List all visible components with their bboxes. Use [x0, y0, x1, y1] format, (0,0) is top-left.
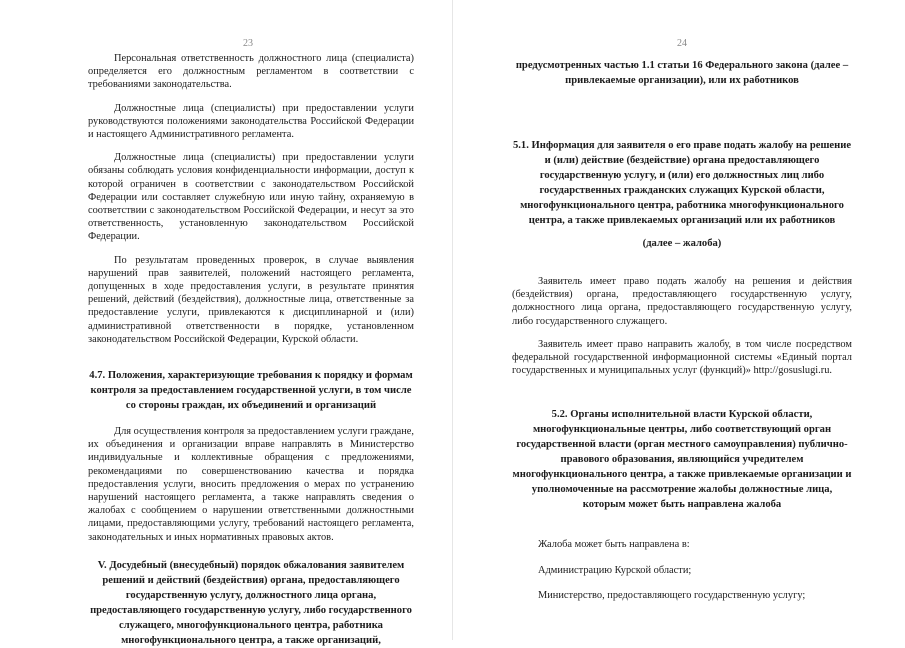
paragraph: Министерство, предоставляющего государственную услугу; — [538, 589, 806, 601]
right-page-content — [512, 58, 852, 602]
paragraph: Должностные лица (специалисты) при предоставлении услуги обязаны соблюдать условия конфиденциальности информации, доступ к которой ограничен в соответствии с законодательством Российской Федерации или составляет служебную или иную тайну, охраняемую в соответствии с законодательством Российской Федерации, и несут за это ответственность, установленную законодательством Российской Федерации. — [88, 152, 414, 243]
paragraph: Администрацию Курской области; — [538, 564, 692, 576]
section-heading-4-7: 4.7. Положения, характеризующие требования к порядку и формам контроля за предоставлением государственной услуги, в том числе со стороны граждан, их объединений и организаций — [89, 370, 413, 412]
page-number: 24 — [677, 38, 687, 49]
section-heading-5-1-note: (далее – жалоба) — [642, 238, 722, 249]
left-page-content — [88, 52, 414, 648]
paragraph: Должностные лица (специалисты) при предоставлении услуги руководствуются положениями законодательства Российской Федерации и настоящего Административного регламента. — [88, 102, 414, 141]
paragraph: Для осуществления контроля за предоставлением услуги граждане, их объединения и организации вправе направлять в Министерство индивидуальные и коллективные обращения с предложениями, рекомендациями по совершенствованию качества и порядка предоставления услуги, вносить предложения о мерах по устранению нарушений настоящего регламента, а также направлять сведения о жалобах с сообщением о нарушении ответственными должностными лицами, предоставляющими услугу, требований настоящего регламента, законодательных и иных нормативных правовых актов. — [88, 426, 414, 543]
paragraph: Жалоба может быть направлена в: — [538, 539, 690, 551]
heading-continuation: предусмотренных частью 1.1 статьи 16 Федерального закона (далее – привлекаемые организации), или их работников — [515, 60, 849, 86]
chapter-heading-v: V. Досудебный (внесудебный) порядок обжалования заявителем решений и действий (бездействия) органа, предоставляющего государственную услугу, должностного лица органа, предоставляющего государственную услугу, либо государственного служащего, многофункционального центра, работника многофункционального центра, а также организаций, — [90, 559, 412, 646]
paragraph: Заявитель имеет право подать жалобу на решения и действия (бездействия) органа, предоставляющего государственную услугу, должностного лица органа, предоставляющего государственную услугу, либо государственного служащего. — [512, 276, 852, 327]
paragraph: Персональная ответственность должностного лица (специалиста) определяется его должностным регламентом в соответствии с требованиями законодательства. — [88, 53, 414, 91]
page-number: 23 — [243, 38, 253, 49]
section-heading-5-2: 5.2. Органы исполнительной власти Курской области, многофункциональные центры, либо соответствующий орган государственной власти (орган местного самоуправления) публично-правового образования, являющийся учредителем многофункционального центра, а также привлекаемые организации и уполномоченные на рассмотрение жалобы должностные лица, которым может быть направлена жалоба — [512, 409, 852, 511]
paragraph: По результатам проведенных проверок, в случае выявления нарушений прав заявителей, положений настоящего регламента, допущенных в ходе предоставления услуги, в результате принятия решений, действий (бездействия), должностные лица, ответственные за предоставление услуги, привлекаются к дисциплинарной и (или) административной ответственности в порядке, установленном законодательством Российской Федерации, Курской области. — [88, 254, 414, 345]
section-heading-5-1: 5.1. Информация для заявителя о его праве подать жалобу на решение и (или) действие (бездействие) органа предоставляющего государственную услугу, и (или) его должностных лиц либо государственных гражданских служащих Курской области, многофункционального центра, работника многофункционального центра, а также привлекаемых организаций или их работников — [512, 140, 852, 226]
paragraph: Заявитель имеет право направить жалобу, в том числе посредством федеральной государственной информационной системы «Единый портал государственных и муниципальных услуг (функций)» http://gosuslugi.ru. — [512, 338, 852, 377]
